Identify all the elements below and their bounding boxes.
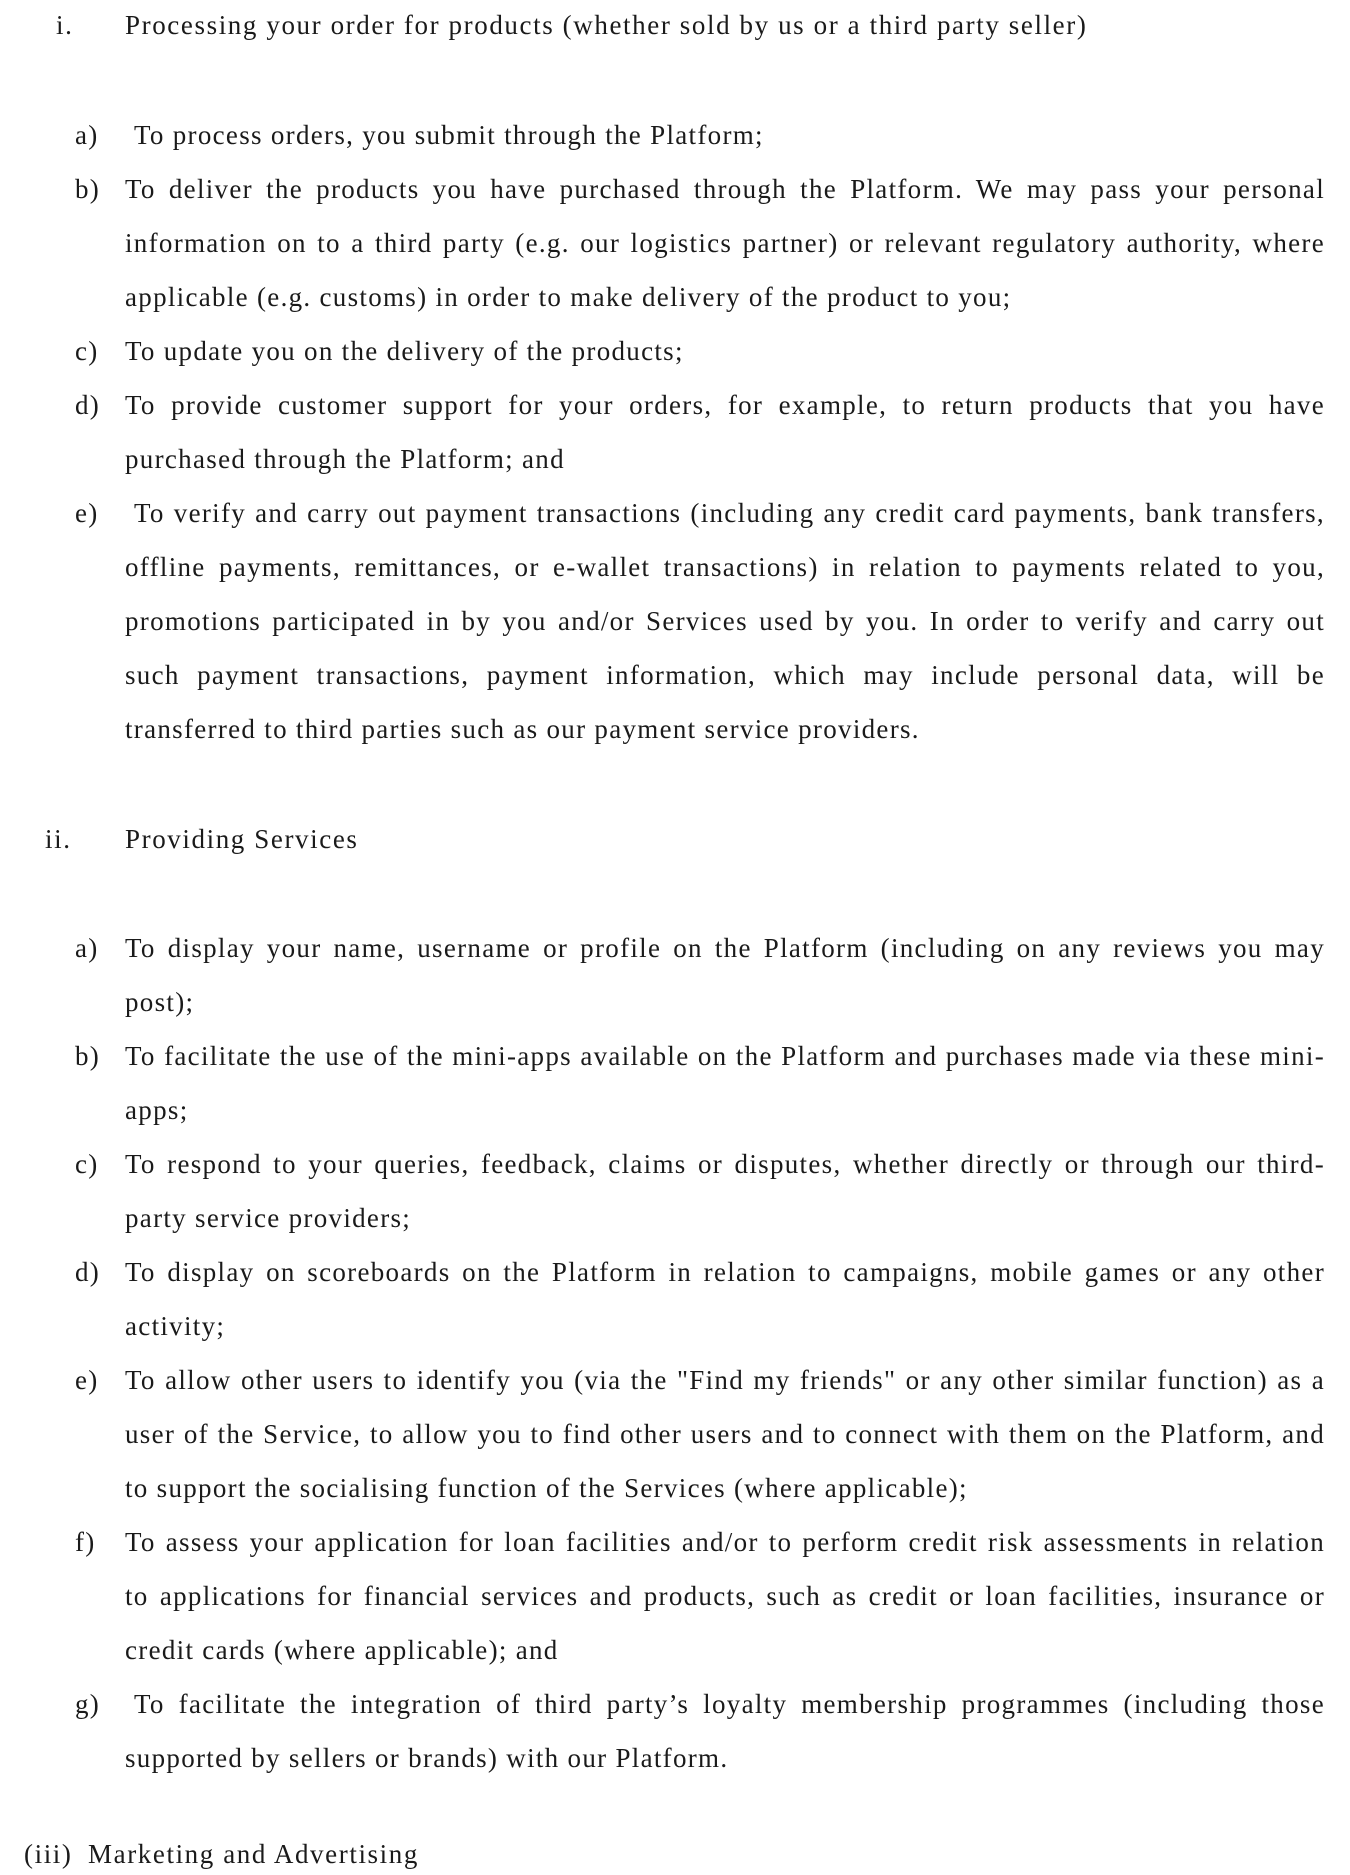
list-item (0, 1677, 1350, 1785)
item-text: To respond to your queries, feedback, claims or disputes, whether directly or through our third-party service providers; (125, 1149, 1325, 1233)
item-label: e) (75, 498, 99, 528)
list-item (0, 108, 1350, 162)
section-number: ii. (45, 824, 72, 854)
item-text: To update you on the delivery of the products; (125, 336, 684, 366)
item-text: To facilitate the use of the mini-apps available on the Platform and purchases made via these mini-apps; (125, 1041, 1325, 1125)
item-text: To provide customer support for your orders, for example, to return products that you have purchased through the Platform; and (125, 390, 1325, 474)
item-label: e) (75, 1365, 99, 1395)
section-number: (iii) (24, 1839, 73, 1869)
list-item (0, 1515, 1350, 1677)
list-item (0, 1137, 1350, 1245)
item-label: a) (75, 120, 99, 150)
section-title: Marketing and Advertising (88, 1839, 419, 1869)
item-label: c) (75, 336, 99, 366)
section-title: Providing Services (125, 824, 359, 854)
item-text: To display your name, username or profile on the Platform (including on any reviews you may post); (125, 933, 1325, 1017)
item-text: To facilitate the integration of third party’s loyalty membership programmes (including those supported by sellers or brands) with our Platform. (125, 1689, 1325, 1773)
section-heading-providing-services (0, 826, 1350, 856)
list-item (0, 1029, 1350, 1137)
item-text: To assess your application for loan facilities and/or to perform credit risk assessments in relation to applications for financial services and products, such as credit or loan facilities, insurance or credit cards (where applicable); and (125, 1527, 1325, 1665)
list-item (0, 486, 1350, 756)
list-item (0, 1245, 1350, 1353)
list-item (0, 921, 1350, 1029)
item-label: b) (75, 1041, 101, 1071)
section-heading-marketing (0, 1841, 1350, 1871)
item-text: To deliver the products you have purchased through the Platform. We may pass your personal information on to a third party (e.g. our logistics partner) or relevant regulatory authority, where applicable (e.g. customs) in order to make delivery of the product to you; (125, 174, 1325, 312)
item-label: a) (75, 933, 99, 963)
item-text: To verify and carry out payment transactions (including any credit card payments, bank transfers, offline payments, remittances, or e-wallet transactions) in relation to payments related to you, promotions participated in by you and/or Services used by you. In order to verify and carry out such payment transactions, payment information, which may include personal data, will be transferred to third parties such as our payment service providers. (125, 498, 1325, 744)
item-label: c) (75, 1149, 99, 1179)
item-label: d) (75, 390, 101, 420)
list-item (0, 162, 1350, 324)
list-item (0, 324, 1350, 378)
item-label: g) (75, 1689, 101, 1719)
section-heading-processing-orders (0, 12, 1350, 42)
item-label: d) (75, 1257, 101, 1287)
list-item (0, 378, 1350, 486)
item-text: To allow other users to identify you (via the "Find my friends" or any other similar function) as a user of the Service, to allow you to find other users and to connect with them on the Platform, and to support the socialising function of the Services (where applicable); (125, 1365, 1325, 1503)
item-text: To process orders, you submit through the Platform; (134, 120, 764, 150)
list-item (0, 1353, 1350, 1515)
item-label: b) (75, 174, 101, 204)
item-text: To display on scoreboards on the Platform in relation to campaigns, mobile games or any other activity; (125, 1257, 1325, 1341)
section-number: i. (56, 10, 74, 40)
item-label: f) (75, 1527, 96, 1557)
section-title: Processing your order for products (whether sold by us or a third party seller) (125, 10, 1088, 40)
